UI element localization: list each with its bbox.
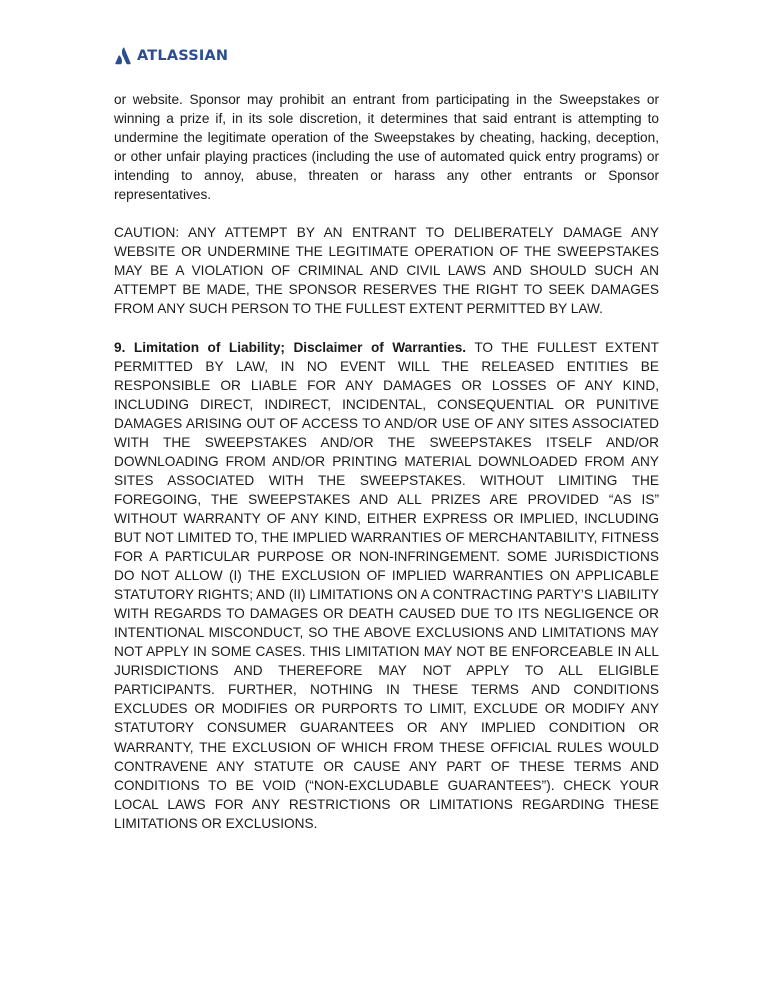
section-9-body: TO THE FULLEST EXTENT PERMITTED BY LAW, IN NO EVENT WILL THE RELEASED ENTITIES BE RESPONSIBLE OR LIABLE FOR ANY DAMAGES OR LOSSES OF ANY KIND, INCLUDING DIRECT, INDIRECT, INCIDENTAL, CONSEQUENTIAL OR PUNITIVE DAMAGES ARISING OUT OF ACCESS TO AND/OR USE OF ANY SITES ASSOCIATED WITH THE SWEEPSTAKES AND/OR THE SWEEPSTAKES ITSELF AND/OR DOWNLOADING FROM AND/OR PRINTING MATERIAL DOWNLOADED FROM ANY SITES ASSOCIATED WITH THE SWEEPSTAKES. WITHOUT LIMITING THE FOREGOING, THE SWEEPSTAKES AND ALL PRIZES ARE PROVIDED “AS IS” WITHOUT WARRANTY OF ANY KIND, EITHER EXPRESS OR IMPLIED, INCLUDING BUT NOT LIMITED TO, THE IMPLIED WARRANTIES OF MERCHANTABILITY, FITNESS FOR A PARTICULAR PURPOSE OR NON-INFRINGEMENT. SOME JURISDICTIONS DO NOT ALLOW (I) THE EXCLUSION OF IMPLIED WARRANTIES ON APPLICABLE STATUTORY RIGHTS; AND (II) LIMITATIONS ON A CONTRACTING PARTY’S LIABILITY WITH REGARDS TO DAMAGES OR DEATH CAUSED DUE TO ITS NEGLIGENCE OR INTENTIONAL MISCONDUCT, SO THE ABOVE EXCLUSIONS AND LIMITATIONS MAY NOT APPLY IN SOME CASES. THIS LIMITATION MAY NOT BE ENFORCEABLE IN ALL JURISDICTIONS AND THEREFORE MAY NOT APPLY TO ALL ELIGIBLE PARTICIPANTS. FURTHER, NOTHING IN THESE TERMS AND CONDITIONS EXCLUDES OR MODIFIES OR PURPORTS TO LIMIT, EXCLUDE OR MODIFY ANY STATUTORY CONSUMER GUARANTEES OR ANY IMPLIED CONDITION OR WARRANTY, THE EXCLUSION OF WHICH FROM THESE OFFICIAL RULES WOULD CONTRAVENE ANY STATUTE OR CAUSE ANY PART OF THESE TERMS AND CONDITIONS TO BE VOID (“NON-EXCLUDABLE GUARANTEES”). CHECK YOUR LOCAL LAWS FOR ANY RESTRICTIONS OR LIMITATIONS REGARDING THESE LIMITATIONS OR EXCLUSIONS. xyxy=(114,339,659,831)
atlassian-logo xyxy=(115,46,228,66)
section-9-heading: 9. Limitation of Liability; Disclaimer of Warranties. xyxy=(114,339,467,355)
atlassian-logo-icon xyxy=(115,47,131,65)
rules-text xyxy=(114,90,659,852)
paragraph-caution: CAUTION: ANY ATTEMPT BY AN ENTRANT TO DELIBERATELY DAMAGE ANY WEBSITE OR UNDERMINE THE LEGITIMATE OPERATION OF THE SWEEPSTAKES MAY BE A VIOLATION OF CRIMINAL AND CIVIL LAWS AND SHOULD SUCH AN ATTEMPT BE MADE, THE SPONSOR RESERVES THE RIGHT TO SEEK DAMAGES FROM ANY SUCH PERSON TO THE FULLEST EXTENT PERMITTED BY LAW. xyxy=(114,225,659,317)
logo-wordmark: ATLASSIAN xyxy=(137,48,229,64)
paragraph-fair-play: or website. Sponsor may prohibit an entrant from participating in the Sweepstakes or winning a prize if, in its sole discretion, it determines that said entrant is attempting to undermine the legitimate operation of the Sweepstakes by cheating, hacking, deception, or other unfair playing practices (including the use of automated quick entry programs) or intending to annoy, abuse, threaten or harass any other entrants or Sponsor representatives. xyxy=(114,92,659,203)
paragraph-section-9 xyxy=(114,338,659,833)
